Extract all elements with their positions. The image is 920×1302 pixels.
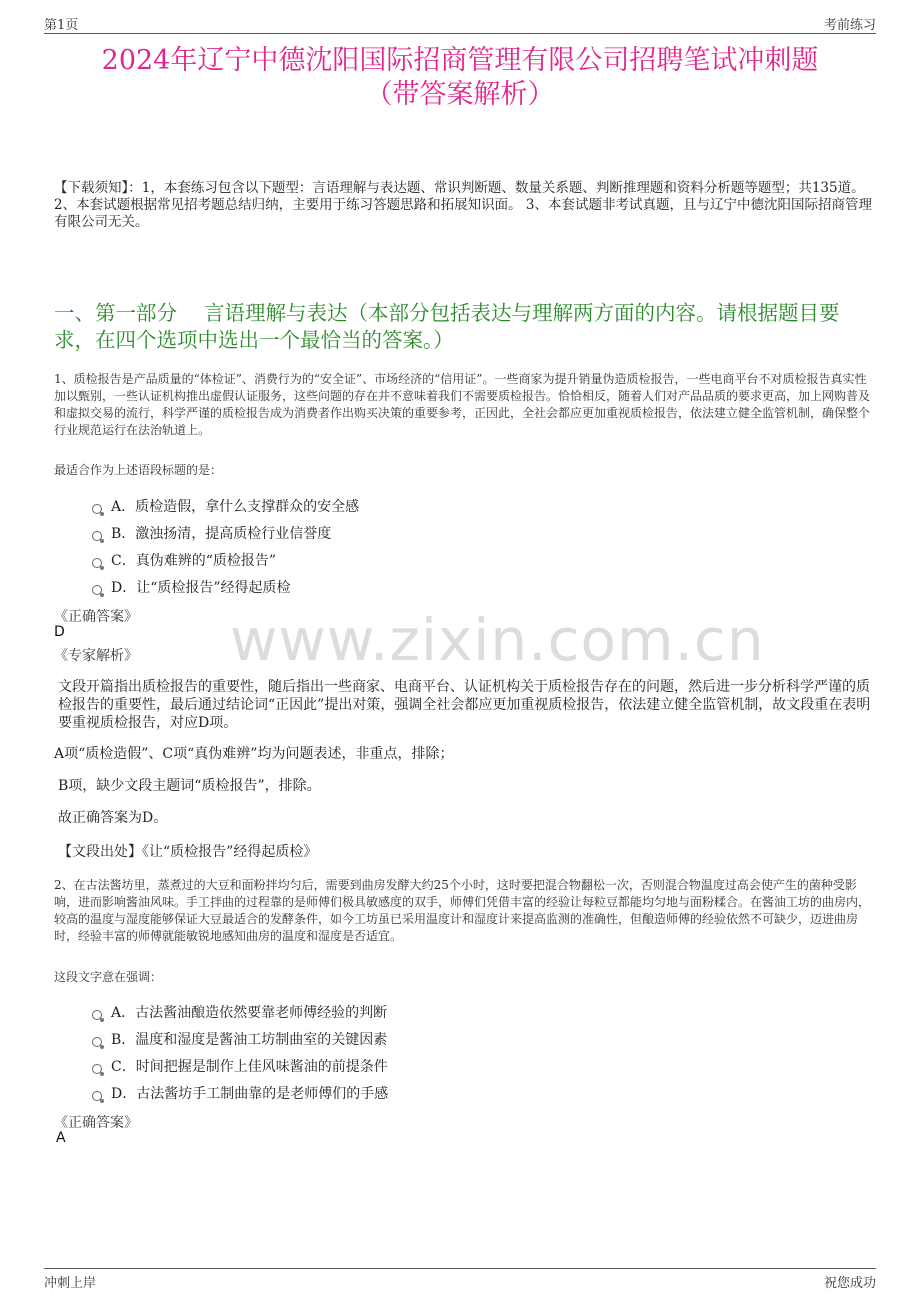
option-label: D．古法酱坊手工制曲靠的是老师傅们的手感	[111, 1086, 389, 1102]
question-2-answer: A	[56, 1130, 66, 1146]
question-2-option-c[interactable]	[92, 1056, 388, 1076]
radio-icon[interactable]	[92, 504, 102, 514]
question-2-answer-label: 《正确答案》	[54, 1115, 138, 1131]
footer-left-label: 冲刺上岸	[44, 1276, 97, 1291]
question-1-analysis-p4: 故正确答案为D。	[58, 810, 168, 826]
question-1-option-b[interactable]	[92, 523, 331, 543]
option-label: B．激浊扬清，提高质检行业信誉度	[111, 526, 332, 542]
option-label: D．让“质检报告”经得起质检	[111, 580, 291, 596]
footer-rule	[44, 1268, 876, 1269]
option-label: C．时间把握是制作上佳风味酱油的前提条件	[111, 1059, 388, 1075]
question-1-stem: 1、质检报告是产品质量的“体检证”、消费行为的“安全证”、市场经济的“信用证”。一些商家为提升销量伪造质检报告，一些电商平台不对质检报告真实性加以甄别，一些认证机构推出虚假认证服务，这些问题的存在并不意味着我们不需要质检报告。恰恰相反，随着人们对产品品质的要求更高，加上网购普及和虚拟交易的流行，科学严谨的质检报告成为消费者作出购买决策的重要参考，正因此，全社会都应更加重视质检报告，依法建立健全监管机制，确保整个行业规范运行在法治轨道上。	[54, 372, 871, 437]
radio-icon[interactable]	[92, 1010, 102, 1020]
page-number: 第1页	[44, 18, 79, 33]
question-1-analysis-label: 《专家解析》	[54, 648, 138, 664]
radio-icon[interactable]	[92, 531, 102, 541]
option-label: B．温度和湿度是酱油工坊制曲室的关键因素	[111, 1032, 388, 1048]
radio-icon[interactable]	[92, 558, 102, 568]
watermark: www.zixin.com.cn	[230, 606, 765, 674]
section-heading: 一、第一部分 言语理解与表达（本部分包括表达与理解两方面的内容。请根据题目要求，在四个选项中选出一个最恰当的答案。）	[54, 301, 840, 352]
radio-icon[interactable]	[92, 585, 102, 595]
question-1-option-d[interactable]	[92, 577, 291, 597]
header-right-label: 考前练习	[823, 18, 876, 33]
radio-icon[interactable]	[92, 1064, 102, 1074]
option-label: C．真伪难辨的“质检报告”	[111, 553, 277, 569]
option-label: A．质检造假，拿什么支撑群众的安全感	[111, 499, 360, 515]
page-title: 2024年辽宁中德沈阳国际招商管理有限公司招聘笔试冲刺题	[101, 45, 819, 76]
question-1-source: 【文段出处】《让“质检报告”经得起质检》	[58, 844, 318, 860]
question-2-stem: 2、在古法酱坊里，蒸煮过的大豆和面粉拌均匀后，需要到曲房发酵大约25个小时，这时要把混合物翻松一次，否则混合物温度过高会使产生的菌种受影响，进而影响酱油风味。手工拌曲的过程靠的是师傅们极具敏感度的双手，师傅们凭借丰富的经验让每粒豆都能均匀地与面粉糅合。在酱油工坊的曲房内，较高的温度与湿度能够保证大豆最适合的发酵条件，如今工坊虽已采用温度计和湿度计来提高监测的准确性，但酿造师傅的经验依然不可缺少，迈进曲房时，经验丰富的师傅就能敏锐地感知曲房的温度和湿度是否适宜。	[54, 878, 871, 943]
download-notice: 【下载须知】：1，本套练习包含以下题型：言语理解与表达题、常识判断题、数量关系题、判断推理题和资料分析题等题型；共135道。 2、本套试题根据常见招考题总结归纳，主要用于练习答题思路和拓展知识面。 3、本套试题非考试真题，且与辽宁中德沈阳国际招商管理有限公司无关。	[54, 180, 872, 230]
question-2-option-a[interactable]	[92, 1002, 387, 1022]
question-1-prompt: 最适合作为上述语段标题的是：	[54, 463, 223, 477]
radio-icon[interactable]	[92, 1037, 102, 1047]
question-1-answer-label: 《正确答案》	[54, 609, 138, 625]
footer-right-label: 祝您成功	[823, 1276, 876, 1291]
question-1-analysis-p2: A项“质检造假”、C项“真伪难辨”均为问题表述，非重点，排除；	[54, 746, 454, 762]
page-subtitle: （带答案解析）	[365, 79, 555, 110]
question-2-option-d[interactable]	[92, 1083, 388, 1103]
header-rule	[44, 33, 876, 34]
radio-icon[interactable]	[92, 1091, 102, 1101]
question-2-prompt: 这段文字意在强调：	[54, 970, 163, 984]
question-1-option-a[interactable]	[92, 496, 359, 516]
option-label: A．古法酱油酿造依然要靠老师傅经验的判断	[111, 1005, 388, 1021]
question-2-option-b[interactable]	[92, 1029, 387, 1049]
question-1-analysis-p1: 文段开篇指出质检报告的重要性，随后指出一些商家、电商平台、认证机构关于质检报告存在的问题，然后进一步分析科学严谨的质检报告的重要性，最后通过结论词“正因此”提出对策，强调全社会都应更加重视质检报告，依法建立健全监管机制，故文段重在表明要重视质检报告，对应D项。	[58, 679, 871, 731]
question-1-analysis-p3: B项，缺少文段主题词“质检报告”，排除。	[58, 778, 321, 794]
question-1-option-c[interactable]	[92, 550, 276, 570]
question-1-answer: D	[54, 624, 65, 640]
